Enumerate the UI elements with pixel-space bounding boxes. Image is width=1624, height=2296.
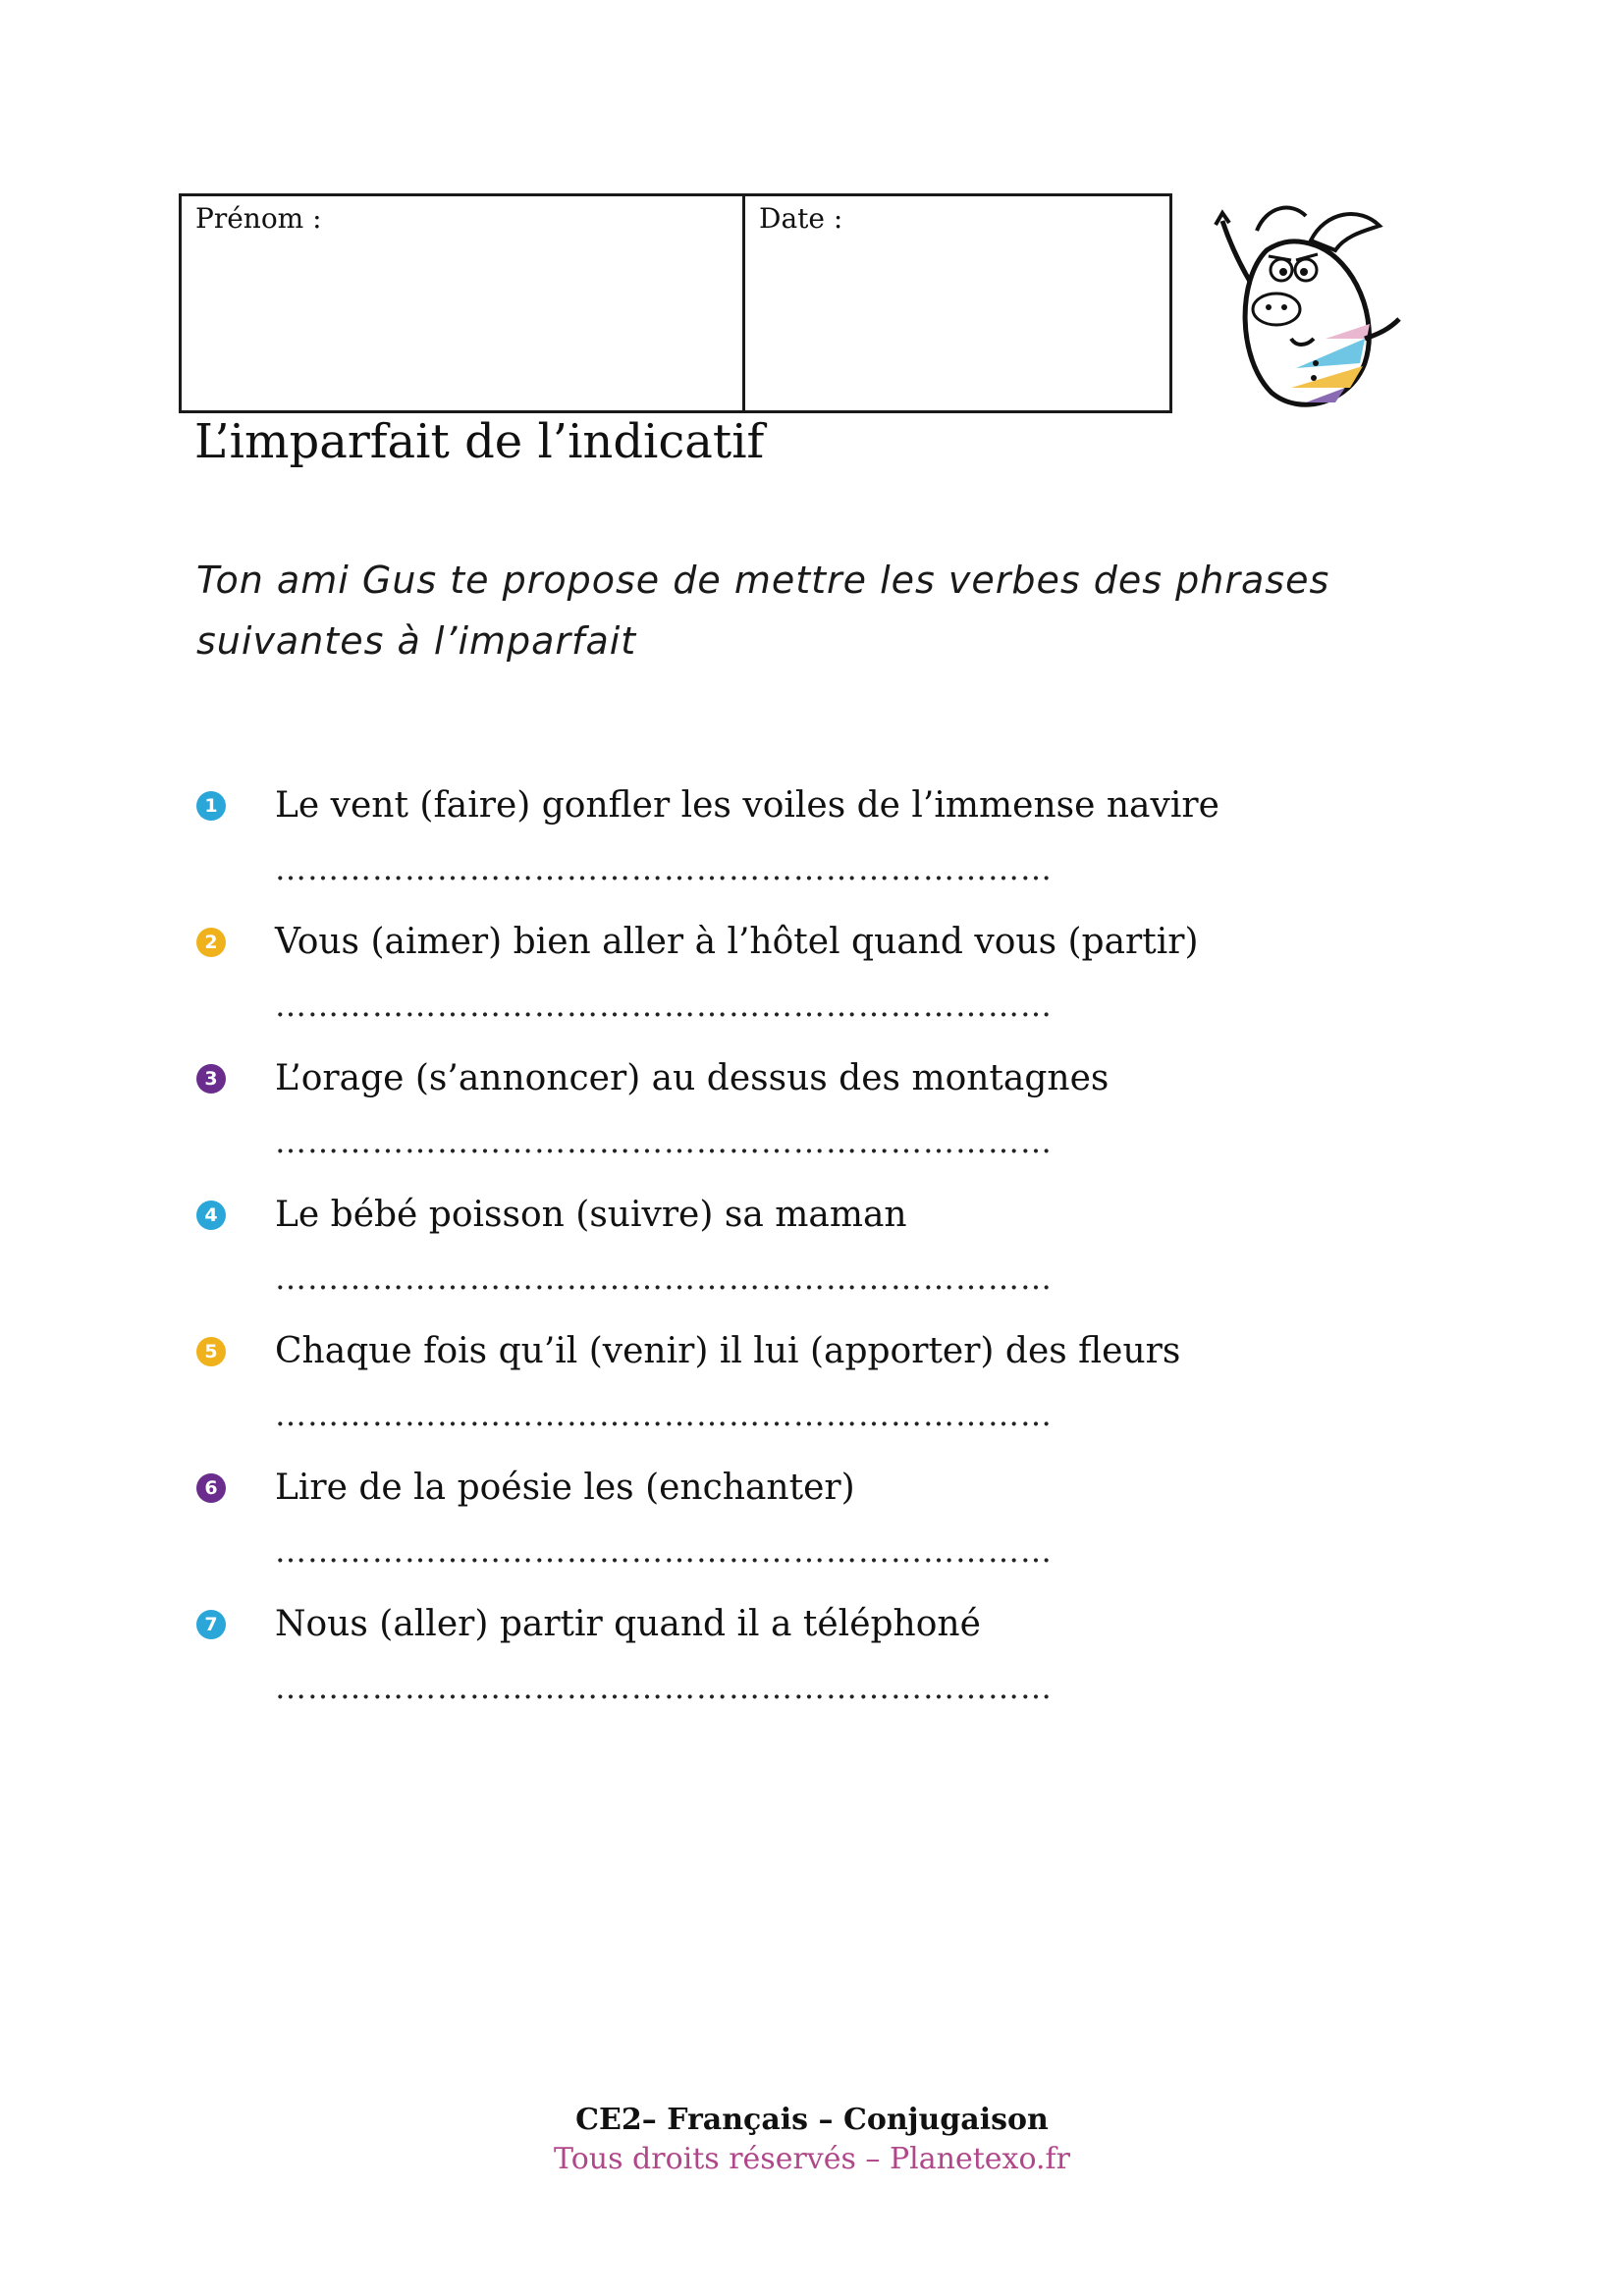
- exercise-number-badge: 7: [196, 1610, 226, 1639]
- answer-line[interactable]: ………………………………………………………………: [275, 1396, 1053, 1433]
- gus-mascot-illustration: [1198, 191, 1414, 427]
- answer-line[interactable]: ………………………………………………………………: [275, 1669, 1053, 1706]
- exercise-number-badge: 1: [196, 791, 226, 821]
- exercise-number-badge: 4: [196, 1201, 226, 1230]
- student-info-table: [179, 193, 1172, 413]
- exercise-number-badge: 6: [196, 1473, 226, 1503]
- answer-line[interactable]: ………………………………………………………………: [275, 1123, 1053, 1160]
- exercise-sentence: Le vent (faire) gonfler les voiles de l’immense navire: [275, 785, 1219, 826]
- instruction-text: Ton ami Gus te propose de mettre les verbes des phrases suivantes à l’imparfait: [196, 559, 1330, 663]
- footer-rights: Tous droits réservés – Planetexo.fr: [554, 2142, 1070, 2176]
- date-label: Date :: [759, 202, 843, 235]
- answer-line[interactable]: ………………………………………………………………: [275, 1532, 1053, 1570]
- exercise-sentence: Chaque fois qu’il (venir) il lui (apporter) des fleurs: [275, 1331, 1181, 1371]
- worksheet-title: L’imparfait de l’indicatif: [194, 414, 765, 469]
- exercise-sentence: Vous (aimer) bien aller à l’hôtel quand vous (partir): [275, 922, 1199, 962]
- footer-subject: CE2– Français – Conjugaison: [575, 2103, 1049, 2137]
- exercise-number-badge: 5: [196, 1337, 226, 1366]
- answer-line[interactable]: ………………………………………………………………: [275, 1259, 1053, 1297]
- exercise-sentence: Le bébé poisson (suivre) sa maman: [275, 1195, 907, 1235]
- answer-line[interactable]: ………………………………………………………………: [275, 987, 1053, 1024]
- date-cell[interactable]: [745, 196, 1169, 410]
- answer-line[interactable]: ………………………………………………………………: [275, 850, 1053, 887]
- exercise-sentence: Nous (aller) partir quand il a téléphoné: [275, 1604, 981, 1644]
- exercise-sentence: Lire de la poésie les (enchanter): [275, 1468, 855, 1508]
- name-label: Prénom :: [195, 202, 322, 235]
- exercise-sentence: L’orage (s’annoncer) au dessus des montagnes: [275, 1058, 1110, 1098]
- exercise-number-badge: 3: [196, 1064, 226, 1094]
- name-cell[interactable]: [182, 196, 745, 410]
- exercise-number-badge: 2: [196, 928, 226, 957]
